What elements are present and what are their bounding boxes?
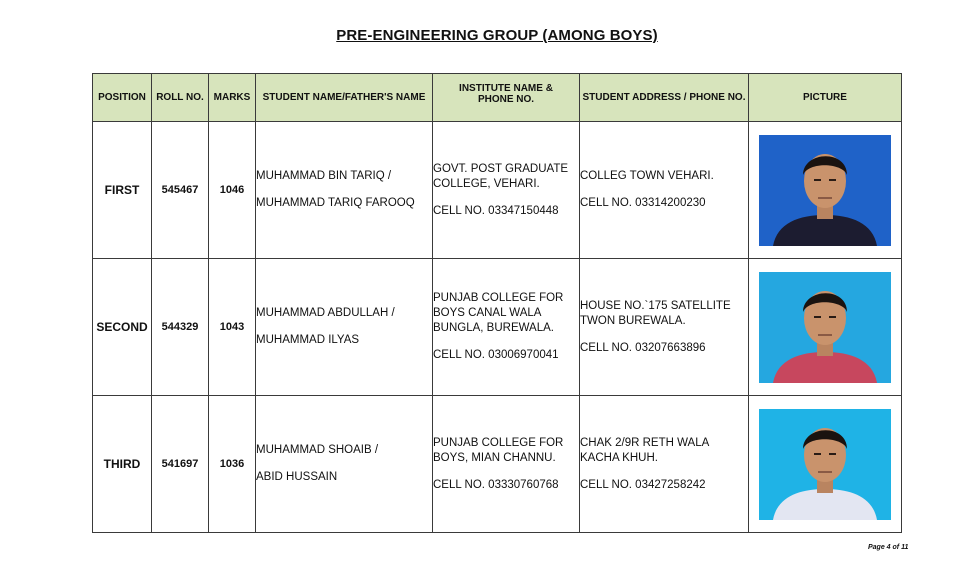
position-cell: FIRST [93, 122, 152, 259]
roll-no-cell: 541697 [152, 396, 209, 533]
institute-line: PUNJAB COLLEGE FOR [433, 292, 564, 304]
student-portrait-icon [759, 409, 891, 520]
student-photo [759, 272, 891, 383]
table-row [93, 259, 902, 396]
address-line: KACHA KHUH. [580, 451, 658, 464]
header-institute [433, 74, 580, 122]
student-photo [759, 135, 891, 246]
marks-cell: 1043 [209, 259, 256, 396]
institute-line: COLLEGE, VEHARI. [433, 177, 540, 190]
institute-line: BOYS, MIAN CHANNU. [433, 451, 556, 464]
institute-phone: CELL NO. 03347150448 [433, 204, 559, 217]
student-name-cell [256, 122, 433, 259]
address-phone: CELL NO. 03314200230 [580, 197, 706, 209]
student-name-cell [256, 396, 433, 533]
table-row [93, 122, 902, 259]
student-name: MUHAMMAD SHOAIB / [256, 444, 379, 456]
header-institute-line1: INSTITUTE NAME & [459, 83, 553, 94]
position-cell: THIRD [93, 396, 152, 533]
picture-cell [749, 396, 902, 533]
student-name: MUHAMMAD BIN TARIQ / [256, 170, 392, 182]
position-cell: SECOND [93, 259, 152, 396]
table-row [93, 396, 902, 533]
address-line: TWON BUREWALA. [580, 314, 686, 327]
institute-line: GOVT. POST GRADUATE [433, 162, 569, 175]
address-line: HOUSE NO.`175 SATELLITE [580, 299, 731, 312]
address-cell [580, 259, 749, 396]
marks-cell: 1046 [209, 122, 256, 259]
header-address: STUDENT ADDRESS / PHONE NO. [580, 74, 749, 122]
picture-cell [749, 122, 902, 259]
institute-cell [433, 396, 580, 533]
address-phone: CELL NO. 03207663896 [580, 341, 706, 354]
address-line: COLLEG TOWN VEHARI. [580, 170, 714, 182]
marks-cell: 1036 [209, 396, 256, 533]
page-title: PRE-ENGINEERING GROUP (AMONG BOYS) [336, 27, 658, 44]
address-cell [580, 122, 749, 259]
address-line: CHAK 2/9R RETH WALA [580, 436, 710, 449]
student-name-cell [256, 259, 433, 396]
header-roll-no: ROLL NO. [152, 74, 209, 122]
institute-cell [433, 122, 580, 259]
institute-cell [433, 259, 580, 396]
address-phone: CELL NO. 03427258242 [580, 478, 706, 491]
institute-line: PUNJAB COLLEGE FOR [433, 436, 564, 449]
student-portrait-icon [759, 272, 891, 383]
roll-no-cell: 545467 [152, 122, 209, 259]
header-institute-line2: PHONE NO. [477, 94, 535, 105]
student-photo [759, 409, 891, 520]
student-name: MUHAMMAD ABDULLAH / [256, 307, 395, 319]
institute-phone: CELL NO. 03006970041 [433, 349, 559, 361]
header-student-name: STUDENT NAME/FATHER'S NAME [256, 74, 433, 122]
institute-line: BUNGLA, BUREWALA. [433, 322, 554, 334]
picture-cell [749, 259, 902, 396]
header-position: POSITION [93, 74, 152, 122]
institute-phone: CELL NO. 03330760768 [433, 478, 559, 491]
father-name: MUHAMMAD TARIQ FAROOQ [256, 197, 415, 209]
address-cell [580, 396, 749, 533]
page-number: Page 4 of 11 [868, 544, 909, 551]
institute-line: BOYS CANAL WALA [433, 307, 542, 319]
father-name: MUHAMMAD ILYAS [256, 334, 360, 346]
student-portrait-icon [759, 135, 891, 246]
header-picture: PICTURE [749, 74, 902, 122]
roll-no-cell: 544329 [152, 259, 209, 396]
father-name: ABID HUSSAIN [256, 471, 338, 483]
header-row [93, 74, 902, 122]
header-marks: MARKS [209, 74, 256, 122]
results-table [92, 73, 902, 533]
